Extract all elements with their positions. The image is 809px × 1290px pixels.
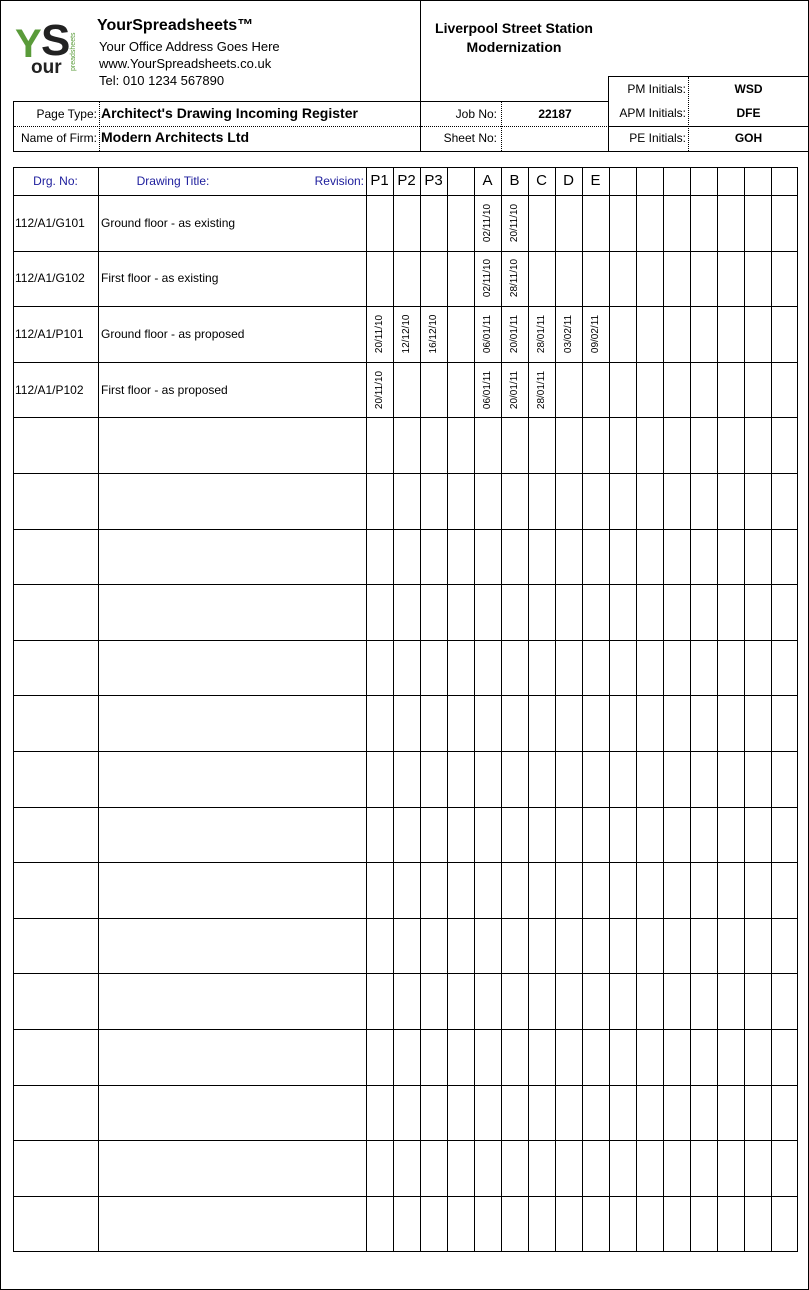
drawing-title-cell: Ground floor - as proposed <box>101 327 245 341</box>
revision-date-cell: 09/02/11 <box>590 314 601 354</box>
pe-initials-label: PE Initials: <box>629 131 686 145</box>
svg-text:S: S <box>41 19 71 65</box>
revision-column-header: E <box>590 172 601 189</box>
revision-date-cell: 03/02/11 <box>563 314 574 354</box>
page-type-label: Page Type: <box>36 107 97 121</box>
revision-column-header: B <box>509 172 520 189</box>
revision-date-cell: 28/11/10 <box>509 258 520 298</box>
table-row[interactable] <box>13 695 797 751</box>
drawing-title-cell: First floor - as existing <box>101 271 219 285</box>
drg-no-header: Drg. No: <box>33 174 78 188</box>
revision-date-cell: 02/11/10 <box>482 203 493 243</box>
drawing-number-cell: 112/A1/P102 <box>15 383 84 397</box>
pm-initials-value[interactable]: WSD <box>734 82 763 96</box>
revision-date-cell: 16/12/10 <box>428 314 439 354</box>
drawing-title-header: Drawing Title: <box>136 174 210 188</box>
company-address: Your Office Address Goes Here <box>99 39 280 54</box>
revision-date-cell: 06/01/11 <box>482 370 493 410</box>
revision-date-cell: 06/01/11 <box>482 314 493 354</box>
table-row[interactable] <box>13 473 797 529</box>
revision-date-cell: 20/11/10 <box>374 314 385 354</box>
table-row[interactable] <box>13 1140 797 1196</box>
table-row[interactable] <box>13 584 797 640</box>
revision-column-header: P2 <box>397 172 416 189</box>
revision-column-header: D <box>563 172 574 189</box>
page-type-value[interactable]: Architect's Drawing Incoming Register <box>101 105 358 121</box>
revision-date-cell: 20/11/10 <box>374 370 385 410</box>
revision-date-cell: 20/01/11 <box>509 314 520 354</box>
sheet-no-label: Sheet No: <box>443 131 497 145</box>
revision-date-cell: 02/11/10 <box>482 258 493 298</box>
job-no-value[interactable]: 22187 <box>538 107 572 121</box>
apm-initials-label: APM Initials: <box>619 106 686 120</box>
pe-initials-value[interactable]: GOH <box>734 131 763 145</box>
company-website[interactable]: www.YourSpreadsheets.co.uk <box>99 56 272 71</box>
drawing-title-cell: Ground floor - as existing <box>101 216 236 230</box>
company-phone: Tel: 010 1234 567890 <box>99 73 225 88</box>
table-row[interactable] <box>13 1196 797 1252</box>
table-row[interactable] <box>13 1085 797 1141</box>
drawing-number-cell: 112/A1/P101 <box>15 327 84 341</box>
revision-date-cell: 12/12/10 <box>401 314 412 354</box>
table-row[interactable] <box>13 640 797 696</box>
table-row[interactable] <box>13 751 797 807</box>
revision-column-header: P1 <box>370 172 389 189</box>
table-row[interactable] <box>13 807 797 863</box>
revision-header: Revision: <box>314 174 364 188</box>
apm-initials-value[interactable]: DFE <box>736 106 761 120</box>
logo-icon <box>15 19 87 77</box>
table-row[interactable] <box>13 862 797 918</box>
drawing-number-cell: 112/A1/G102 <box>15 271 85 285</box>
table-row[interactable] <box>13 973 797 1029</box>
table-row[interactable] <box>13 918 797 974</box>
table-row[interactable] <box>13 417 797 473</box>
job-no-label: Job No: <box>455 107 497 121</box>
company-name: YourSpreadsheets™ <box>97 17 254 34</box>
svg-text:our: our <box>31 57 62 77</box>
revision-date-cell: 20/11/10 <box>509 203 520 243</box>
revision-column-header: C <box>536 172 547 189</box>
svg-text:preadsheets: preadsheets <box>70 32 77 71</box>
revision-column-header: A <box>482 172 493 189</box>
project-title-line2: Modernization <box>466 39 562 55</box>
table-row[interactable] <box>13 529 797 585</box>
drawing-number-cell: 112/A1/G101 <box>15 216 85 230</box>
drawing-title-cell: First floor - as proposed <box>101 383 228 397</box>
revision-column-header: P3 <box>424 172 443 189</box>
table-row[interactable] <box>13 1029 797 1085</box>
revision-date-cell: 28/01/11 <box>536 314 547 354</box>
revision-date-cell: 28/01/11 <box>536 370 547 410</box>
company-logo <box>15 19 87 77</box>
pm-initials-label: PM Initials: <box>627 82 686 96</box>
revision-date-cell: 20/01/11 <box>509 370 520 410</box>
firm-label: Name of Firm: <box>20 131 97 145</box>
project-title-line1: Liverpool Street Station <box>435 20 593 36</box>
firm-value[interactable]: Modern Architects Ltd <box>101 129 250 145</box>
svg-text:Y: Y <box>15 22 42 66</box>
